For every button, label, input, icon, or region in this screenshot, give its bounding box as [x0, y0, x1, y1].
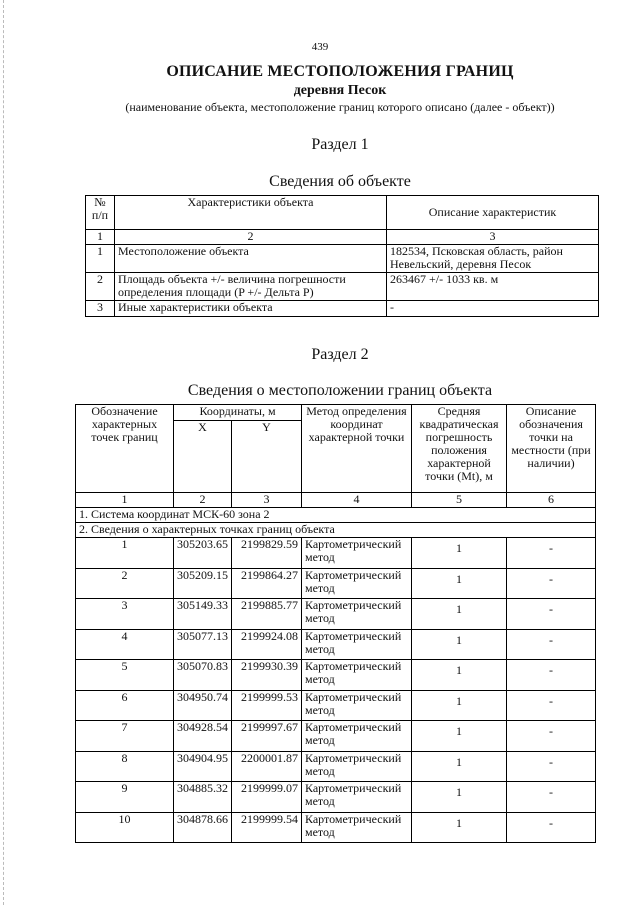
- point-method: Картометрический метод: [302, 812, 412, 843]
- point-x: 304950.74: [174, 690, 232, 721]
- section-1-heading: Сведения об объекте: [269, 173, 411, 190]
- point-number: 3: [76, 599, 174, 630]
- table-row: [76, 538, 596, 569]
- document-subtitle: деревня Песок: [293, 83, 387, 98]
- table-row: [76, 721, 596, 752]
- table-row: [76, 568, 596, 599]
- col-number: 3: [387, 230, 599, 245]
- point-number: 8: [76, 751, 174, 782]
- header-number: № п/п: [86, 196, 115, 230]
- point-method: Картометрический метод: [302, 782, 412, 813]
- point-mt: 1: [412, 690, 507, 721]
- point-marking: -: [507, 568, 596, 599]
- header-description: Описание характеристик: [387, 196, 599, 230]
- section-2-heading: Сведения о местоположении границ объекта: [187, 382, 493, 399]
- point-marking: -: [507, 538, 596, 569]
- document-note: (наименование объекта, местоположение границ которого описано (далее - объект)): [125, 100, 555, 114]
- point-x: 305203.65: [174, 538, 232, 569]
- points-heading-row: 2. Сведения о характерных точках границ объекта: [76, 523, 596, 538]
- point-number: 6: [76, 690, 174, 721]
- point-x: 304878.66: [174, 812, 232, 843]
- point-x: 305209.15: [174, 568, 232, 599]
- row-number: 2: [86, 273, 115, 301]
- header-point: Обозначение характерных точек границ: [76, 405, 174, 493]
- col-number: 2: [174, 493, 232, 508]
- col-number: 2: [115, 230, 387, 245]
- table-row: [76, 599, 596, 630]
- row-value: 182534, Псковская область, район Невельский, деревня Песок: [387, 245, 599, 273]
- point-mt: 1: [412, 568, 507, 599]
- point-number: 4: [76, 629, 174, 660]
- header-method: Метод определения координат характерной точки: [302, 405, 412, 493]
- point-mt: 1: [412, 629, 507, 660]
- col-number: 1: [86, 230, 115, 245]
- table-row: [86, 245, 599, 273]
- point-y: 2199930.39: [232, 660, 302, 691]
- point-marking: -: [507, 812, 596, 843]
- point-x: 304928.54: [174, 721, 232, 752]
- point-x: 304904.95: [174, 751, 232, 782]
- table-row: [86, 273, 599, 301]
- coordinate-system-row: 1. Система координат МСК-60 зона 2: [76, 508, 596, 523]
- point-mt: 1: [412, 538, 507, 569]
- point-y: 2199885.77: [232, 599, 302, 630]
- point-number: 5: [76, 660, 174, 691]
- table-row: [86, 301, 599, 317]
- section-2-label: Раздел 2: [311, 346, 369, 363]
- point-marking: -: [507, 721, 596, 752]
- point-x: 305077.13: [174, 629, 232, 660]
- point-number: 10: [76, 812, 174, 843]
- point-method: Картометрический метод: [302, 721, 412, 752]
- header-x: X: [174, 421, 232, 493]
- point-number: 9: [76, 782, 174, 813]
- point-mt: 1: [412, 660, 507, 691]
- point-y: 2199999.54: [232, 812, 302, 843]
- row-number: 1: [86, 245, 115, 273]
- point-x: 305149.33: [174, 599, 232, 630]
- page-number: 439: [311, 41, 329, 53]
- row-value: -: [387, 301, 599, 317]
- point-y: 2200001.87: [232, 751, 302, 782]
- point-method: Картометрический метод: [302, 538, 412, 569]
- header-characteristic: Характеристики объекта: [115, 196, 387, 230]
- point-method: Картометрический метод: [302, 690, 412, 721]
- row-name: Иные характеристики объекта: [115, 301, 387, 317]
- header-marking: Описание обозначения точки на местности (при наличии): [507, 405, 596, 493]
- point-x: 305070.83: [174, 660, 232, 691]
- col-number: 4: [302, 493, 412, 508]
- point-number: 7: [76, 721, 174, 752]
- header-y: Y: [232, 421, 302, 493]
- point-y: 2199997.67: [232, 721, 302, 752]
- boundary-points-table: [75, 404, 596, 843]
- row-name: Местоположение объекта: [115, 245, 387, 273]
- point-mt: 1: [412, 599, 507, 630]
- point-method: Картометрический метод: [302, 568, 412, 599]
- point-marking: -: [507, 660, 596, 691]
- col-number: 3: [232, 493, 302, 508]
- object-info-table: [85, 195, 599, 317]
- row-name: Площадь объекта +/- величина погрешности определения площади (P +/- Дельта P): [115, 273, 387, 301]
- point-method: Картометрический метод: [302, 751, 412, 782]
- point-marking: -: [507, 782, 596, 813]
- point-method: Картометрический метод: [302, 629, 412, 660]
- point-marking: -: [507, 599, 596, 630]
- point-marking: -: [507, 629, 596, 660]
- document-title: ОПИСАНИЕ МЕСТОПОЛОЖЕНИЯ ГРАНИЦ: [166, 63, 514, 80]
- point-mt: 1: [412, 812, 507, 843]
- col-number: 5: [412, 493, 507, 508]
- header-coords: Координаты, м: [174, 405, 302, 421]
- point-y: 2199999.07: [232, 782, 302, 813]
- row-number: 3: [86, 301, 115, 317]
- header-error: Средняя квадратическая погрешность положения характерной точки (Mt), м: [412, 405, 507, 493]
- table-row: [76, 812, 596, 843]
- col-number: 1: [76, 493, 174, 508]
- col-number: 6: [507, 493, 596, 508]
- point-marking: -: [507, 751, 596, 782]
- point-y: 2199864.27: [232, 568, 302, 599]
- point-mt: 1: [412, 751, 507, 782]
- point-y: 2199999.53: [232, 690, 302, 721]
- table-row: [76, 660, 596, 691]
- table-row: [76, 629, 596, 660]
- point-y: 2199924.08: [232, 629, 302, 660]
- point-method: Картометрический метод: [302, 660, 412, 691]
- point-mt: 1: [412, 721, 507, 752]
- table-row: [76, 782, 596, 813]
- point-x: 304885.32: [174, 782, 232, 813]
- section-1-label: Раздел 1: [311, 136, 369, 153]
- row-value: 263467 +/- 1033 кв. м: [387, 273, 599, 301]
- point-y: 2199829.59: [232, 538, 302, 569]
- point-number: 2: [76, 568, 174, 599]
- point-method: Картометрический метод: [302, 599, 412, 630]
- point-mt: 1: [412, 782, 507, 813]
- table-row: [76, 690, 596, 721]
- table-row: [76, 751, 596, 782]
- point-marking: -: [507, 690, 596, 721]
- point-number: 1: [76, 538, 174, 569]
